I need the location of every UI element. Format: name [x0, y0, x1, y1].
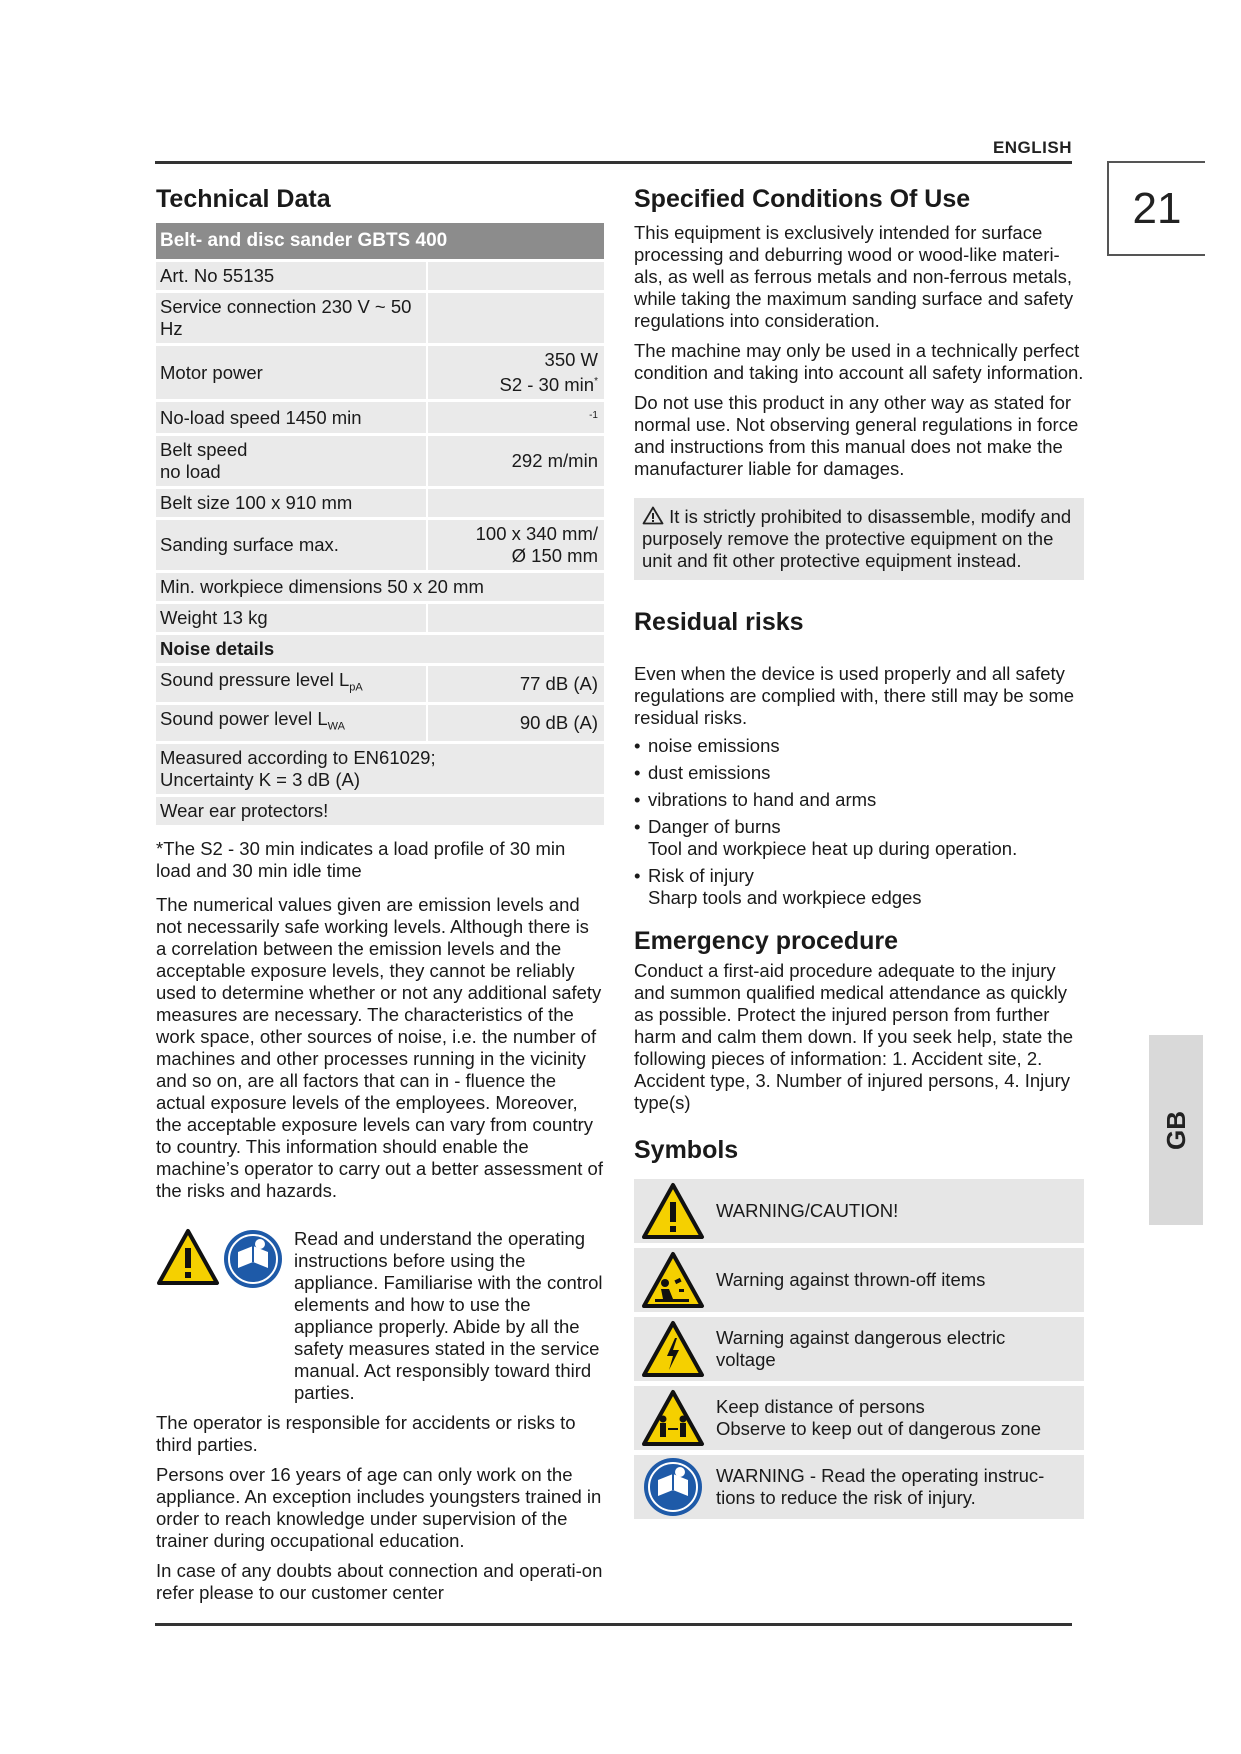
table-row: [156, 604, 604, 632]
symbol-row-electric: [634, 1317, 1084, 1381]
emergency-title: Emergency procedure: [634, 927, 898, 955]
list-item: • Danger of burns Tool and workpiece heat up during operation.: [634, 816, 1084, 860]
motor-power-duty: S2 - 30 min*: [499, 374, 598, 396]
read-manual-icon: [222, 1228, 284, 1290]
belt-speed-label: Belt speed no load: [156, 436, 428, 486]
table-row: [156, 705, 604, 741]
prohibited-box: [634, 498, 1084, 580]
residual-risks-list: [634, 735, 1084, 909]
table-row: [156, 489, 604, 517]
residual-title: Residual risks: [634, 608, 804, 636]
motor-power-watts: 350 W: [544, 349, 598, 370]
noise-heading: Noise details: [156, 635, 604, 663]
emission-text: The numerical values given are emission levels and not necessarily safe working levels. Although there is a correlation between the emission levels and the acceptable exposure levels, they cannot be reliably used to determine whether or not any additional safety measures are necessary. The characteristics of the work space, other sources of noise, i.e. the number of machines and other processes running in the vicinity and so on, are all factors that can in - fluence the actual exposure levels of the employees. Moreover, the acceptable exposure levels can vary from country to country. This information should enable the machine’s operator to carry out a better assessment of the risks and hazards.: [156, 893, 603, 1201]
symbol-text: Warning against dangerous electric voltage: [716, 1327, 1006, 1370]
list-item: • Risk of injury Sharp tools and workpiece edges: [634, 865, 1084, 909]
table-row: [156, 635, 604, 663]
side-tab-label: GB: [1160, 1110, 1191, 1150]
sound-power-label: Sound power level $L_{WA}$: [156, 705, 428, 741]
ear-protectors-note: Wear ear protectors!: [156, 797, 604, 825]
list-item: • dust emissions: [634, 762, 1084, 784]
right-column: [634, 185, 1084, 1524]
warning-exclamation-icon: [641, 1182, 705, 1240]
symbols-title: Symbols: [634, 1136, 739, 1164]
symbol-text: Keep distance of persons Observe to keep out of dangerous zone: [716, 1396, 1041, 1439]
table-row: [156, 402, 604, 433]
conditions-p1: This equipment is exclusively intended for surface processing and deburring wood or wood-like materi-als, as well as ferrous metals and non-ferrous metals, while taking the maximum sanding surface and safety regulations into consideration.: [634, 222, 1074, 331]
table-row: [156, 262, 604, 290]
service-connection: Service connection 230 V ~ 50 Hz: [156, 293, 428, 343]
symbol-text: WARNING - Read the operating instruc- tions to reduce the risk of injury.: [716, 1465, 1045, 1508]
symbol-row-read-manual: [634, 1455, 1084, 1519]
noload-unit-sup: -1: [589, 410, 598, 422]
footnote: *The S2 - 30 min indicates a load profile of 30 min load and 30 min idle time: [156, 837, 566, 881]
conditions-title: Specified Conditions Of Use: [634, 185, 971, 213]
weight: Weight 13 kg: [156, 604, 428, 632]
symbol-text: WARNING/CAUTION!: [716, 1200, 899, 1221]
operator-text: The operator is responsible for accidents or risks to third parties.: [156, 1411, 576, 1455]
table-row: [156, 520, 604, 570]
belt-speed-value: 292 m/min: [428, 436, 604, 486]
sound-pressure-value: 77 dB (A): [428, 666, 604, 702]
technical-data-title: Technical Data: [156, 185, 331, 213]
symbol-row-thrown-off: [634, 1248, 1084, 1312]
keep-distance-icon: [641, 1389, 705, 1447]
table-row: [156, 223, 604, 259]
read-instructions-block: [156, 1228, 604, 1404]
electric-voltage-icon: [641, 1320, 705, 1378]
page-number: 21: [1107, 161, 1205, 256]
sound-power-value: 90 dB (A): [428, 705, 604, 741]
table-row: [156, 797, 604, 825]
persons-text: Persons over 16 years of age can only work on the appliance. An exception includes youngsters trained in order to reach knowledge under supervision of the trainer during occupational education.: [156, 1463, 602, 1551]
prohibited-text: It is strictly prohibited to disassemble, modify and purposely remove the protective equipment on the unit and fit other protective equipment instead.: [642, 506, 1072, 571]
residual-intro: Even when the device is used properly and all safety regulations are complied with, there still may be some residual risks.: [634, 663, 1075, 728]
motor-power-label: Motor power: [156, 346, 428, 399]
conditions-p3: Do not use this product in any other way as stated for normal use. Not observing general regulations in force and instructions from this manual does not make the manufacturer liable for damages.: [634, 392, 1079, 479]
warning-triangle-icon: [156, 1228, 220, 1286]
list-item: • noise emissions: [634, 735, 1084, 757]
motor-power-value: [428, 346, 604, 399]
belt-size: Belt size 100 x 910 mm: [156, 489, 428, 517]
table-row: [156, 573, 604, 601]
small-warning-icon: [642, 506, 664, 525]
bottom-rule: [155, 1623, 1072, 1626]
technical-data-table: [156, 220, 604, 828]
min-workpiece: Min. workpiece dimensions 50 x 20 mm: [156, 573, 604, 601]
top-rule: [155, 161, 1072, 164]
sanding-surface-value: 100 x 340 mm/ Ø 150 mm: [428, 520, 604, 570]
table-row: [156, 346, 604, 399]
table-row: [156, 666, 604, 702]
table-row: [156, 744, 604, 794]
language-label: ENGLISH: [992, 138, 1072, 157]
art-no: Art. No 55135: [156, 262, 428, 290]
thrown-off-items-icon: [641, 1251, 705, 1309]
symbol-row-keep-distance: [634, 1386, 1084, 1450]
table-row: [156, 293, 604, 343]
symbol-row-warning: [634, 1179, 1084, 1243]
list-item: • vibrations to hand and arms: [634, 789, 1084, 811]
side-language-tab: [1149, 1035, 1203, 1225]
table-heading: Belt- and disc sander GBTS 400: [156, 223, 604, 259]
noload-speed: No-load speed 1450 min: [156, 402, 428, 433]
doubts-text: In case of any doubts about connection and operati-on refer please to our customer center: [156, 1559, 603, 1603]
read-instructions-icons: [156, 1228, 290, 1290]
conditions-p2: The machine may only be used in a technically perfect condition and taking into account all safety information.: [634, 340, 1084, 383]
emergency-text: Conduct a first-aid procedure adequate to the injury and summon qualified medical attendance as quickly as possible. Protect the injured person from further harm and calm them down. If you seek help, state the following pieces of information: 1. Accident site, 2. Accident type, 3. Number of injured persons, 4. Injury type(s): [634, 960, 1074, 1113]
sound-pressure-label: Sound pressure level $L_{pA}$: [156, 666, 428, 702]
left-column: [156, 185, 604, 1604]
measured-note: Measured according to EN61029; Uncertainty K = 3 dB (A): [156, 744, 604, 794]
read-instructions-text: Read and understand the operating instructions before using the appliance. Familiarise with the control elements and how to use the appliance properly. Abide by all the safety measures stated in the service manual. Act responsibly toward third parties.: [294, 1227, 603, 1403]
symbol-text: Warning against thrown-off items: [716, 1269, 986, 1290]
table-row: [156, 436, 604, 486]
sanding-surface-label: Sanding surface max.: [156, 520, 428, 570]
read-manual-icon: [642, 1456, 704, 1518]
